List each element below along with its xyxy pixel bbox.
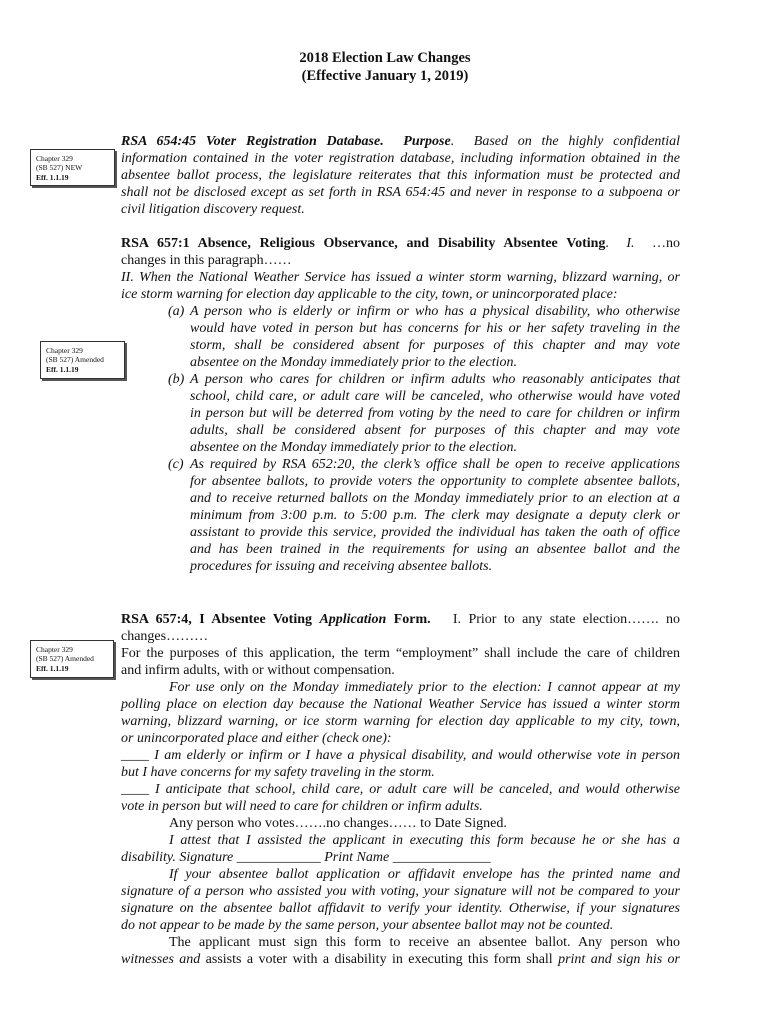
paragraph-line: Any person who votes…….no changes…… to Date Signed. xyxy=(169,816,507,831)
no-changes-note: changes……… xyxy=(121,629,209,644)
paragraph-line: and infirm adults, with or without compensation. xyxy=(121,663,395,678)
checkbox-option-line: but I have concerns for my safety traveling in the storm. xyxy=(121,765,435,780)
section-first-line xyxy=(121,611,680,628)
paragraph-line: civil litigation discovery request. xyxy=(121,202,305,217)
paragraph-line: storm, shall be considered absent for purposes of this chapter and may vote xyxy=(190,338,680,353)
margin-note-bill: (SB 527) Amended xyxy=(46,355,104,365)
checkbox-option-line: vote in person but will need to care for children or infirm adults. xyxy=(121,799,483,814)
paragraph-line: The applicant must sign this form to receive an absentee ballot. Any person who xyxy=(169,935,680,950)
checkbox-option-line: ____ I anticipate that school, child care, or adult care will be canceled, and would otherwise xyxy=(121,782,680,797)
paragraph-line: witnesses and assists a voter with a disability in executing this form shall print and sign his or xyxy=(121,952,680,967)
paragraph-line: assistant to provide this service, provided the individual has taken the oath of office xyxy=(190,525,680,540)
checkbox-option-line: ____ I am elderly or infirm or I have a physical disability, and would otherwise vote in person xyxy=(121,748,680,763)
paragraph-line: For use only on the Monday immediately prior to the election: I cannot appear at my xyxy=(169,680,680,695)
list-item-c xyxy=(121,456,680,575)
margin-note-chapter-label: Chapter 329 xyxy=(36,645,73,654)
paragraph-line: For the purposes of this application, the term “employment” shall include the care of children xyxy=(121,646,680,661)
no-changes-note: …no xyxy=(652,236,680,251)
paragraph-line: ice storm warning for election day applicable to the city, town, or unincorporated place: xyxy=(121,287,618,302)
paragraph-line: signature on the absentee ballot affidavit to verify your identity. Otherwise, if your signatures xyxy=(121,901,680,916)
section-rsa-657-4 xyxy=(121,611,680,968)
section-rsa-654-45 xyxy=(121,133,680,218)
paragraph-line: do not appear to be made by the same person, your absentee ballot may not be counted. xyxy=(121,918,614,933)
margin-note-bill: (SB 527) NEW xyxy=(36,163,83,173)
paragraph-line: II. When the National Weather Service has issued a winter storm warning, blizzard warning, or xyxy=(121,270,680,285)
paragraph-line: polling place on election day because the National Weather Service has issued a winter storm xyxy=(121,697,680,712)
paragraph-text: I. Prior to any state election……. no xyxy=(452,612,681,627)
margin-note-chapter-label: Chapter 329 xyxy=(46,346,83,355)
paragraph-line: Based on the highly confidential xyxy=(473,134,681,149)
margin-note-chapter xyxy=(30,149,115,186)
list-item-label: (c) xyxy=(168,457,184,472)
list-item-a xyxy=(121,303,680,371)
list-item-label: (a) xyxy=(168,304,185,319)
signature-line: disability. Signature ____________ Print Name ______________ xyxy=(121,850,491,865)
margin-note-effective: Eff. 1.1.19 xyxy=(46,364,79,374)
margin-note-effective: Eff. 1.1.19 xyxy=(36,663,69,673)
list-item-label: (b) xyxy=(168,372,185,387)
margin-note-chapter xyxy=(40,341,125,379)
paragraph-line: information contained in the voter registration database, including information obtained in the xyxy=(121,151,680,166)
paragraph-line: in person but will be deterred from voting by the need to care for children or infirm xyxy=(190,406,680,421)
section-rsa-657-1 xyxy=(121,235,680,575)
paragraph-line: for absentee ballots, to provide voters the opportunity to complete absentee ballots, xyxy=(190,474,680,489)
section-first-line: RSA 654:45 Voter Registration Database. Purpose. Based on the highly confidential xyxy=(121,134,681,149)
paragraph-line: would have voted in person but has concerns for his or her safety traveling in the xyxy=(190,321,680,336)
paragraph-line: absentee ballot process, the legislature reiterates that this information must be protected and xyxy=(121,168,680,183)
paragraph-number: I. xyxy=(626,236,635,251)
paragraph-line: absentee on the Monday immediately prior to the election. xyxy=(190,355,517,370)
document-subtitle: (Effective January 1, 2019) xyxy=(301,68,469,84)
paragraph-line: absentee on the Monday immediately prior to the election. xyxy=(190,440,517,455)
margin-note-chapter-label: Chapter 329 xyxy=(36,154,73,163)
paragraph-line: school, child care, or adult care will be canceled, who otherwise would have voted xyxy=(190,389,680,404)
section-purpose: Purpose xyxy=(403,134,451,149)
section-first-line: RSA 657:1 Absence, Religious Observance, and Disability Absentee Voting. I. …no xyxy=(121,236,680,251)
paragraph-line: procedures for issuing and receiving absentee ballots. xyxy=(190,559,493,574)
paragraph-line: A person who cares for children or infirm adults who reasonably anticipates that xyxy=(190,372,680,387)
paragraph-line: minimum from 3:00 p.m. to 5:00 p.m. The clerk may designate a deputy clerk or xyxy=(190,508,680,523)
section-heading: RSA 657:4, I Absentee Voting Application Form. xyxy=(121,612,431,627)
paragraph-line: and has been trained in the requirements for using an absentee ballot and the xyxy=(190,542,680,557)
paragraph-line: and to receive returned ballots on the Monday immediately prior to an election at a xyxy=(190,491,680,506)
section-heading: RSA 657:1 Absence, Religious Observance, and Disability Absentee Voting xyxy=(121,236,606,251)
margin-note-effective: Eff. 1.1.19 xyxy=(36,172,69,182)
paragraph-line: shall not be disclosed except as set forth in RSA 654:45 and never in response to a subpoena or xyxy=(121,185,680,200)
paragraph-line: or unincorporated place and either (check one): xyxy=(121,731,392,746)
document-title: 2018 Election Law Changes xyxy=(299,50,471,66)
paragraph-line: adults, shall be considered absent for purposes of this chapter and may vote xyxy=(190,423,680,438)
paragraph-line: signature of a person who assisted you with voting, your signature will not be compared to your xyxy=(121,884,680,899)
list-item-b xyxy=(121,371,680,456)
section-heading: RSA 654:45 Voter Registration Database. xyxy=(121,134,384,149)
paragraph-line: If your absentee ballot application or affidavit envelope has the printed name and xyxy=(169,867,680,882)
paragraph-line: A person who is elderly or infirm or who has a physical disability, who otherwise xyxy=(190,304,680,319)
margin-note-bill: (SB 527) Amended xyxy=(36,654,94,664)
margin-note-chapter xyxy=(30,640,114,678)
paragraph-line: I attest that I assisted the applicant in executing this form because he or she has a xyxy=(169,833,680,848)
no-changes-note: changes in this paragraph…… xyxy=(121,253,292,268)
paragraph-line: warning, blizzard warning, or ice storm warning for election day applicable to my city, town, xyxy=(121,714,680,729)
paragraph-line: As required by RSA 652:20, the clerk’s office shall be open to receive applications xyxy=(190,457,680,472)
